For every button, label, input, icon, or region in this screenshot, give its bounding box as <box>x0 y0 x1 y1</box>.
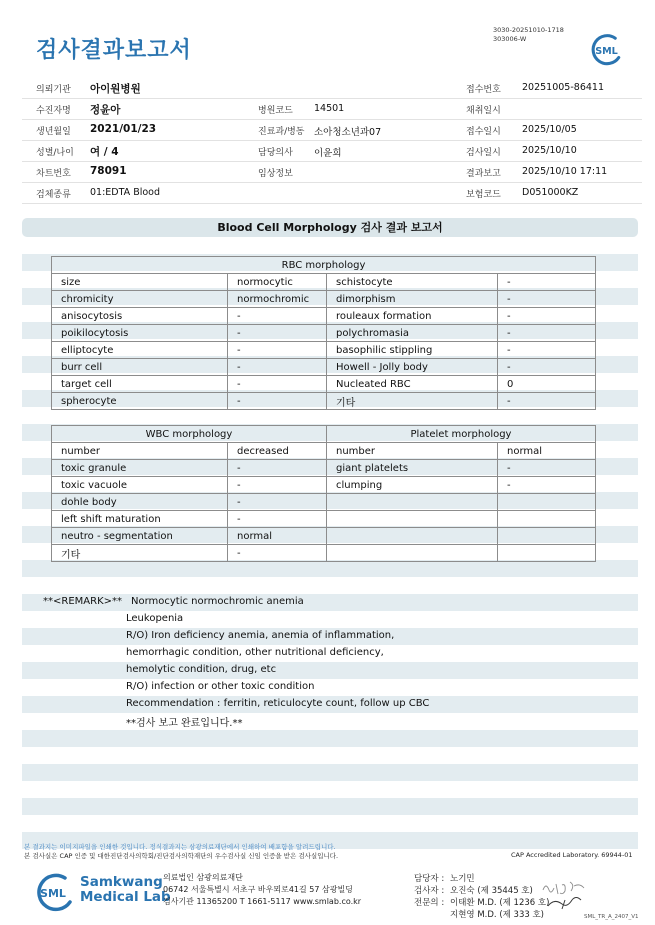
table-row <box>52 376 596 393</box>
cell-name: anisocytosis <box>52 308 228 325</box>
cell-value: - <box>498 460 596 477</box>
cell-name: neutro - segmentation <box>52 528 228 545</box>
info-row <box>22 183 642 204</box>
cell-value: decreased <box>228 443 327 460</box>
cell-value: - <box>228 393 327 410</box>
table-row <box>52 393 596 410</box>
remark-line: **검사 보고 완료입니다.** <box>126 718 243 729</box>
chart-no-value: 78091 <box>90 165 127 177</box>
dept-label: 진료과/병동 <box>258 127 305 137</box>
cell-name: chromicity <box>52 291 228 308</box>
table-row <box>52 342 596 359</box>
document-code: 3030-20251010-1718 303006-W <box>493 26 564 43</box>
svg-text:SML: SML <box>595 46 618 57</box>
cell-value: - <box>498 393 596 410</box>
page-title: 검사결과보고서 <box>36 38 192 63</box>
hospital-code-value: 14501 <box>314 103 345 114</box>
cell-value: - <box>498 342 596 359</box>
cell-value: - <box>228 494 327 511</box>
svg-text:SML: SML <box>40 887 66 900</box>
table-row <box>52 359 596 376</box>
signature-icon <box>540 876 590 912</box>
specimen-label: 검체종류 <box>36 190 71 200</box>
remark-line: Recommendation : ferritin, reticulocyte count, follow up CBC <box>126 698 430 709</box>
reported-value: 2025/10/10 17:11 <box>522 166 608 177</box>
patient-value: 정윤아 <box>90 104 121 116</box>
platelet-table-title: Platelet morphology <box>327 426 596 443</box>
table-row <box>52 545 596 562</box>
remark-label: **<REMARK>** <box>43 596 122 607</box>
cell-value: - <box>228 308 327 325</box>
wbc-platelet-morphology-table <box>51 425 596 562</box>
insurance-value: D051000KZ <box>522 187 579 198</box>
cell-value: normal <box>228 528 327 545</box>
institution-label: 의뢰기관 <box>36 85 71 95</box>
manager-label: 담당자 : <box>414 874 445 884</box>
cell-name <box>327 528 498 545</box>
cell-name: spherocyte <box>52 393 228 410</box>
cell-name: rouleaux formation <box>327 308 498 325</box>
dob-value: 2021/01/23 <box>90 123 157 135</box>
cell-value: - <box>498 291 596 308</box>
info-row <box>22 99 642 120</box>
table-row <box>52 325 596 342</box>
cell-name: size <box>52 274 228 291</box>
table-row <box>52 274 596 291</box>
cell-name: poikilocytosis <box>52 325 228 342</box>
cell-value: - <box>228 325 327 342</box>
cell-value: - <box>498 477 596 494</box>
cell-value: - <box>498 274 596 291</box>
cell-name: number <box>52 443 228 460</box>
lab-name: 의료법인 삼광의료재단 <box>163 873 243 882</box>
cell-value: - <box>498 325 596 342</box>
cell-name: basophilic stippling <box>327 342 498 359</box>
cell-name <box>327 494 498 511</box>
table-row <box>52 528 596 545</box>
table-header-row <box>52 426 596 443</box>
cell-name: burr cell <box>52 359 228 376</box>
specialist-label: 전문의 : <box>414 898 445 908</box>
cell-name: dohle body <box>52 494 228 511</box>
hospital-code-label: 병원코드 <box>258 106 293 116</box>
remark-line: Normocytic normochromic anemia <box>131 596 304 607</box>
remark-line: Leukopenia <box>126 613 184 624</box>
cell-name: schistocyte <box>327 274 498 291</box>
table-row <box>52 511 596 528</box>
receipt-no-value: 20251005-86411 <box>522 82 605 93</box>
chart-no-label: 차트번호 <box>36 169 71 179</box>
accreditation-notice: 본 검사실은 CAP 인증 및 대한진단검사의학회/진단검사의학재단의 우수검사실 신임 인증을 받은 검사실입니다. <box>24 852 339 860</box>
wbc-table-title: WBC morphology <box>52 426 327 443</box>
cell-name: 기타 <box>327 393 498 410</box>
brand-name: Samkwang Medical Lab <box>80 874 171 905</box>
examiner-label: 검사자 : <box>414 886 445 896</box>
examiner-value: 오진숙 (제 35445 호) <box>450 886 533 896</box>
tested-value: 2025/10/10 <box>522 145 577 156</box>
cell-value: - <box>228 376 327 393</box>
reported-label: 결과보고 <box>466 169 501 179</box>
remark-line: R/O) infection or other toxic condition <box>126 681 315 692</box>
sml-logo-icon <box>589 33 624 68</box>
cell-name: polychromasia <box>327 325 498 342</box>
print-notice: 본 결과지는 이미지파일을 인쇄한 것입니다. 정식결과지는 삼광의료재단에서 인쇄하여 배포함을 알려드립니다. <box>24 843 336 851</box>
table-row <box>52 494 596 511</box>
lab-address: 06742 서울특별시 서초구 바우뫼로41길 57 삼광빌딩 <box>163 885 353 894</box>
cell-value <box>498 528 596 545</box>
table-row <box>52 460 596 477</box>
remark-line: hemolytic condition, drug, etc <box>126 664 277 675</box>
doctor-value: 이윤희 <box>314 148 342 159</box>
specialist-value: 이태환 M.D. (제 1236 호) <box>450 898 550 908</box>
cell-value <box>498 494 596 511</box>
cell-name: Howell - Jolly body <box>327 359 498 376</box>
cell-name: giant platelets <box>327 460 498 477</box>
cell-value <box>498 545 596 562</box>
cell-name: 기타 <box>52 545 228 562</box>
cell-name: clumping <box>327 477 498 494</box>
collected-label: 채취일시 <box>466 106 501 116</box>
info-row <box>22 162 642 183</box>
cell-name: left shift maturation <box>52 511 228 528</box>
specialist-value: 지현영 M.D. (제 333 호) <box>450 910 545 920</box>
received-value: 2025/10/05 <box>522 124 577 135</box>
cell-value: - <box>498 308 596 325</box>
cell-value: normochromic <box>228 291 327 308</box>
cell-name <box>327 511 498 528</box>
cell-value: normal <box>498 443 596 460</box>
dept-value: 소아청소년과07 <box>314 127 382 138</box>
cell-name: number <box>327 443 498 460</box>
rbc-table-title: RBC morphology <box>52 257 596 274</box>
cell-name: toxic vacuole <box>52 477 228 494</box>
dob-label: 생년월일 <box>36 127 71 137</box>
cell-value <box>498 511 596 528</box>
lab-contact: 검사기관 11365200 T 1661-5117 www.smlab.co.kr <box>163 897 362 906</box>
cell-name: elliptocyte <box>52 342 228 359</box>
doctor-label: 담당의사 <box>258 148 293 158</box>
cell-name: Nucleated RBC <box>327 376 498 393</box>
cell-value: - <box>228 545 327 562</box>
sex-age-label: 성별/나이 <box>36 148 74 158</box>
table-row <box>52 443 596 460</box>
table-row <box>52 308 596 325</box>
receipt-no-label: 접수번호 <box>466 85 501 95</box>
received-label: 접수일시 <box>466 127 501 137</box>
table-header-row <box>52 257 596 274</box>
institution-value: 아이원병원 <box>90 83 141 95</box>
rbc-morphology-table <box>51 256 596 410</box>
info-row <box>22 120 642 141</box>
clinical-label: 임상정보 <box>258 169 293 179</box>
report-title: Blood Cell Morphology 검사 결과 보고서 <box>22 218 638 237</box>
manager-value: 노기민 <box>450 874 475 884</box>
cell-value: - <box>228 511 327 528</box>
specimen-value: 01:EDTA Blood <box>90 187 161 198</box>
table-row <box>52 291 596 308</box>
cell-name <box>327 545 498 562</box>
remark-line: hemorrhagic condition, other nutritional deficiency, <box>126 647 384 658</box>
cap-accreditation: CAP Accredited Laboratory. 69944-01 <box>511 851 633 859</box>
cell-name: dimorphism <box>327 291 498 308</box>
cell-value: normocytic <box>228 274 327 291</box>
sml-footer-logo-icon <box>34 873 74 913</box>
cell-value: - <box>228 342 327 359</box>
cell-name: toxic granule <box>52 460 228 477</box>
insurance-label: 보험코드 <box>466 190 501 200</box>
patient-label: 수진자명 <box>36 106 71 116</box>
info-row <box>22 78 642 99</box>
cell-value: - <box>228 359 327 376</box>
info-row <box>22 141 642 162</box>
sex-age-value: 여 / 4 <box>90 146 119 158</box>
remark-line: R/O) Iron deficiency anemia, anemia of inflammation, <box>126 630 395 641</box>
cell-value: - <box>498 359 596 376</box>
cell-name: target cell <box>52 376 228 393</box>
cell-value: - <box>228 477 327 494</box>
cell-value: 0 <box>498 376 596 393</box>
tested-label: 검사일시 <box>466 148 501 158</box>
table-row <box>52 477 596 494</box>
cell-value: - <box>228 460 327 477</box>
form-code: SML_TR_A_2407_V1 <box>584 914 639 920</box>
